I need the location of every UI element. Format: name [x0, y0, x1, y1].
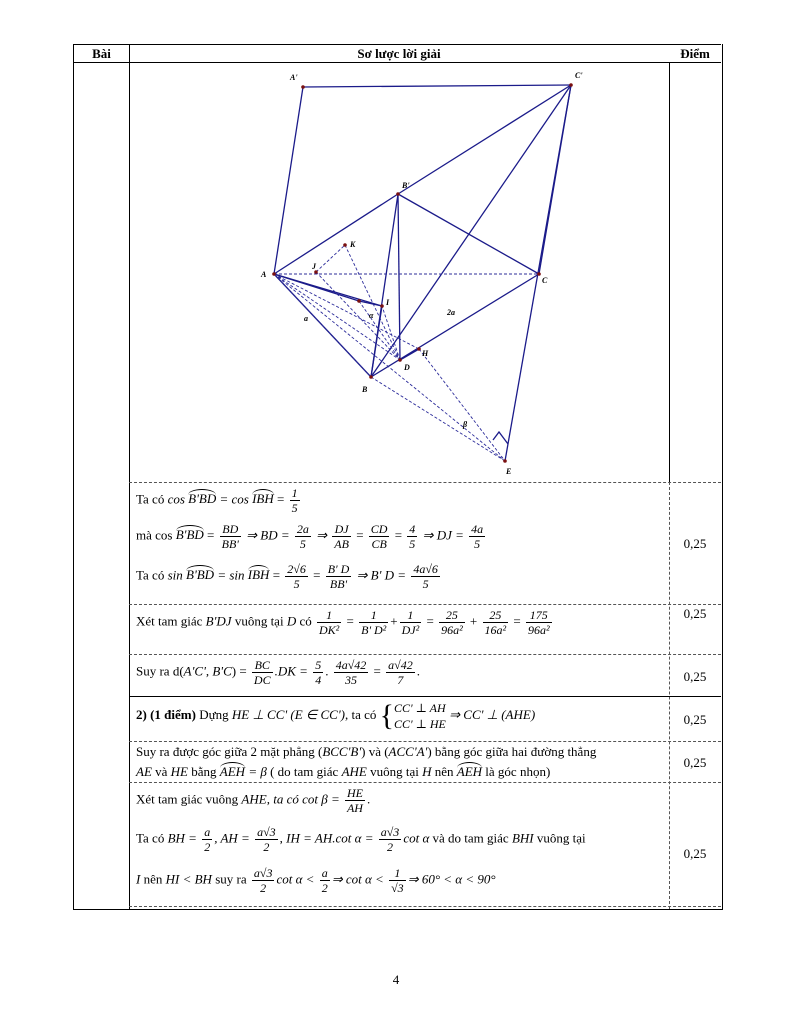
row-separator [129, 782, 721, 783]
solution-line: 2) (1 điểm) Dựng HE ⊥ CC' (E ∈ CC'), ta có { CC' ⊥ AH CC' ⊥ HE ⇒ CC' ⊥ (AHE) [136, 699, 536, 732]
label-a-side: a [304, 314, 308, 323]
label-h: H [422, 349, 429, 358]
row-separator [129, 482, 721, 483]
score-cell: 0,25 [683, 846, 707, 861]
solution-line: I nên HI < BH suy ra $\frac{a√3}{2}$ cot α < $\frac{a}{2}$ ⇒ cot α < $\frac{1}{√3}$ ⇒ 60° < α < 90° [136, 866, 496, 895]
row-separator [129, 696, 721, 697]
label-c: C [542, 276, 548, 285]
header-bai: Bài [74, 44, 129, 63]
row-separator [129, 654, 721, 655]
label-d: D [404, 363, 410, 372]
solution-line: Xét tam giác vuông AHE, ta có cot β = $\frac{HE}{AH}$ . [136, 786, 371, 815]
label-b: B [362, 385, 368, 394]
label-c-prime: C' [575, 71, 583, 80]
score-cell: 0,25 [683, 712, 707, 727]
label-e: E [506, 467, 512, 476]
solution-line: Suy ra d(A'C', B'C) = $\frac{BC}{DC}$ .DK = $\frac{5}{4}$ . $\frac{4a√42}{35}$ = $\frac{a√42}{7}$ . [136, 658, 420, 687]
header-loigiai: Sơ lược lời giải [129, 44, 669, 63]
label-b-prime: B' [402, 181, 410, 190]
solution-line: Suy ra được góc giữa 2 mặt phẳng (BCC'B') và (ACC'A') bằng góc giữa hai đường thẳng [136, 744, 597, 759]
label-alpha: α [369, 311, 374, 320]
solution-table [73, 44, 723, 910]
row-separator [129, 906, 721, 907]
label-a: A [261, 270, 267, 279]
label-j: J [312, 262, 316, 271]
row-separator [129, 604, 721, 605]
row-separator [129, 741, 721, 742]
solution-line: mà cos B'BD = $\frac{BD}{BB'}$ ⇒ BD = $\frac{2a}{5}$ ⇒ $\frac{DJ}{AB}$ = $\frac{CD}{CB}$ = $\frac{4}{5}$ ⇒ DJ = $\frac{4a}{5}$ [136, 522, 484, 551]
label-a-prime: A' [290, 73, 298, 82]
solution-line: Xét tam giác B'DJ vuông tại D có $\frac{1}{\text{DK²}}$ = $\frac{1}{\text{B' D²}}$ + $\frac{1}{\text{DJ²}}$ = $\frac{25}{\text{96a²}}$ + $\frac{25}{\text{16a²}}$ = $\frac{175}{\text{96a²}}$ [136, 608, 550, 637]
label-k: K [350, 240, 356, 249]
score-cell: 0,25 [683, 755, 707, 770]
label-beta: β [463, 420, 468, 429]
label-2a: 2a [447, 308, 455, 317]
solution-line: AE và HE bằng AEH = β ( do tam giác AHE vuông tại H nên AEH là góc nhọn) [136, 764, 551, 779]
geometry-figure [234, 64, 594, 482]
solution-line: Ta có BH = $\frac{a}{2}$ , AH = $\frac{a√3}{2}$ , IH = AH.cot α = $\frac{a√3}{2}$ cot α và do tam giác BHI vuông tại [136, 825, 586, 854]
score-cell: 0,25 [683, 536, 707, 551]
page-number: 4 [392, 972, 400, 987]
column-divider [669, 62, 670, 482]
label-i: I [386, 298, 390, 307]
score-cell: 0,25 [683, 606, 707, 621]
score-cell: 0,25 [683, 669, 707, 684]
header-diem: Điểm [669, 44, 721, 63]
solution-line: Ta có sin B'BD = sin IBH = $\frac{2√6}{5}$ = $\frac{B' D}{BB'}$ ⇒ B' D = $\frac{4a√6}{5}$ [136, 562, 438, 591]
column-divider [129, 44, 130, 909]
solution-line: Ta có cos B'BD = cos IBH = $\frac{1}{5}$ [136, 486, 298, 515]
